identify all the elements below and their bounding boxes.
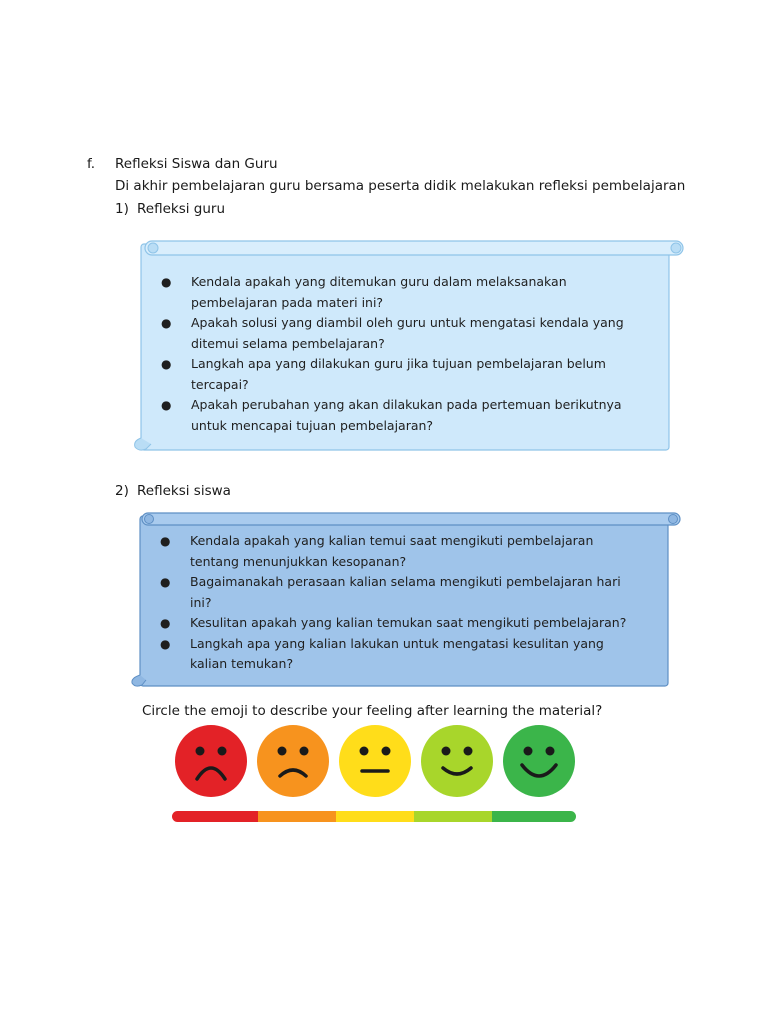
bullet-icon: ●	[161, 275, 172, 289]
happy-face-icon[interactable]	[420, 724, 494, 798]
guru-number: 1)	[115, 201, 129, 217]
guru-heading: Refleksi guru	[137, 201, 226, 217]
list-item: ● Bagaimanakah perasaan kalian selama mengikuti pembelajaran hari ini?	[160, 574, 621, 610]
list-item: ● Kendala apakah yang ditemukan guru dalam melaksanakan pembelajaran pada materi ini?	[161, 274, 567, 310]
very-happy-face-icon[interactable]	[502, 724, 576, 798]
list-item: ● Langkah apa yang kalian lakukan untuk mengatasi kesulitan yang kalian temukan?	[160, 635, 604, 671]
guru-question-list	[147, 272, 667, 436]
list-item: ● Kendala apakah yang kalian temui saat mengikuti pembelajaran tentang menunjukkan kesopanan?	[160, 533, 594, 569]
scale-segment-red	[172, 811, 258, 822]
feeling-scale	[172, 724, 582, 834]
bullet-icon: ●	[161, 398, 172, 412]
list-item: ● Apakah solusi yang diambil oleh guru untuk mengatasi kendala yang ditemui selama pembelajaran?	[161, 315, 624, 351]
bullet-icon: ●	[161, 316, 172, 330]
scale-segment-green	[492, 811, 576, 822]
section-title: Refleksi Siswa dan Guru	[115, 156, 278, 172]
scale-segment-yellow	[336, 811, 414, 822]
emoji-prompt: Circle the emoji to describe your feeling after learning the material?	[142, 703, 603, 719]
list-item: ● Kesulitan apakah yang kalian temukan saat mengikuti pembelajaran?	[146, 613, 666, 634]
scale-segment-lightgreen	[414, 811, 492, 822]
siswa-reflection-scroll	[126, 510, 682, 690]
bullet-icon: ●	[160, 575, 171, 589]
very-sad-face-icon[interactable]	[174, 724, 248, 798]
bullet-icon: ●	[161, 357, 172, 371]
neutral-face-icon[interactable]	[338, 724, 412, 798]
bullet-icon: ●	[160, 616, 171, 630]
scale-segment-orange	[258, 811, 336, 822]
list-item: ● Apakah perubahan yang akan dilakukan pada pertemuan berikutnya untuk mencapai tujuan pembelajaran?	[161, 397, 622, 433]
sad-face-icon[interactable]	[256, 724, 330, 798]
siswa-number: 2)	[115, 483, 129, 499]
siswa-heading: Refleksi siswa	[137, 483, 231, 499]
guru-reflection-scroll	[131, 238, 687, 456]
list-item: ● Langkah apa yang dilakukan guru jika tujuan pembelajaran belum tercapai?	[161, 356, 606, 392]
siswa-question-list	[146, 531, 666, 675]
bullet-icon: ●	[160, 534, 171, 548]
bullet-icon: ●	[160, 636, 171, 651]
section-marker: f.	[87, 156, 96, 172]
section-intro: Di akhir pembelajaran guru bersama peserta didik melakukan refleksi pembelajaran	[115, 178, 686, 194]
